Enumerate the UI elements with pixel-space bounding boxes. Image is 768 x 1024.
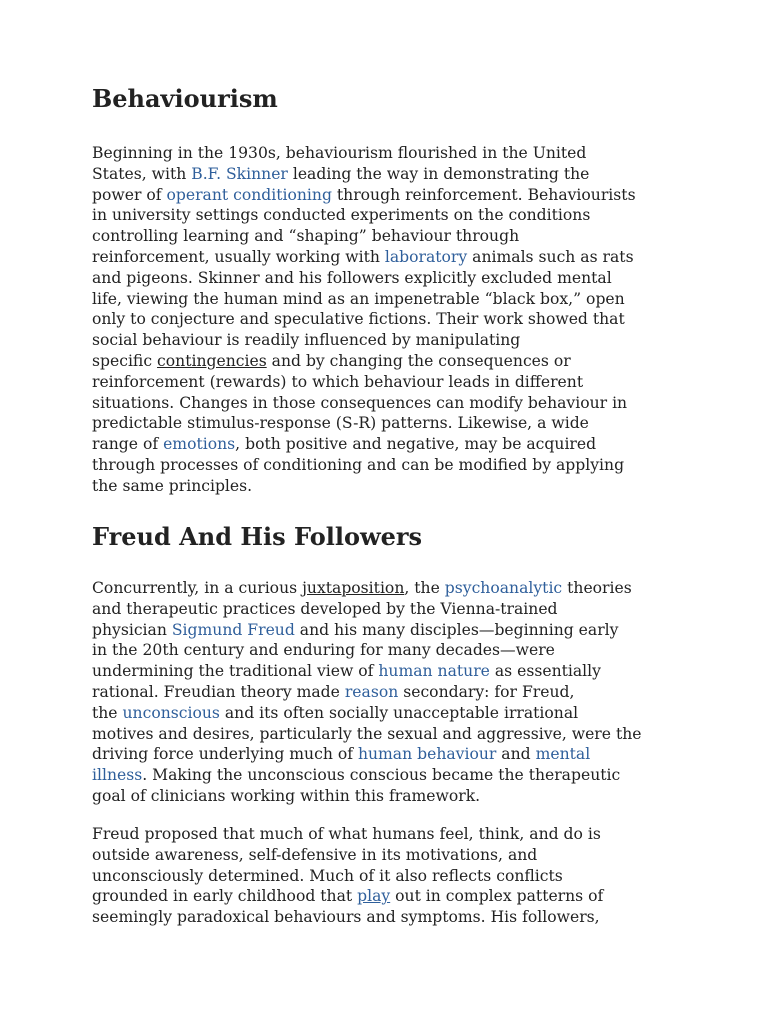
text-line [92, 724, 641, 745]
text-run: outside awareness, self-defensive in its motivations, and [92, 845, 538, 864]
text-run: the same principles. [92, 476, 253, 495]
text-run: range of [92, 435, 164, 454]
text-run: through processes of conditioning and can be modified by applying [92, 455, 625, 474]
inline-link[interactable]: laboratory [384, 247, 468, 266]
text-run: seemingly paradoxical behaviours and symptoms. His followers, [92, 908, 600, 927]
text-line [92, 351, 636, 372]
inline-link[interactable]: human behaviour [357, 745, 497, 764]
text-line [92, 703, 641, 724]
text-run: reinforcement, usually working with [92, 247, 385, 266]
inline-link[interactable]: operant conditioning [166, 185, 332, 204]
text-run: theories [562, 579, 632, 597]
inline-link[interactable]: reason [344, 682, 399, 701]
text-run: Beginning in the 1930s, behaviourism flourished in the United [92, 144, 587, 162]
text-run: in the 20th century and enduring for many decades—were [92, 641, 555, 660]
text-line [92, 226, 636, 247]
text-line [92, 661, 641, 682]
text-run: States, with [92, 164, 192, 183]
text-run: social behaviour is readily influenced by manipulating [92, 331, 521, 350]
paragraph-behaviourism [92, 143, 636, 497]
text-line [92, 845, 603, 866]
text-run: life, viewing the human mind as an impenetrable “black box,” open [92, 289, 625, 308]
text-run: Freud proposed that much of what humans feel, think, and do is [92, 825, 601, 843]
text-run: out in complex patterns of [390, 887, 604, 906]
text-line [92, 886, 603, 907]
text-run: grounded in early childhood that [92, 887, 358, 906]
underlined-term-link[interactable]: juxtaposition [302, 579, 405, 597]
text-run: specific [92, 351, 158, 370]
text-line [92, 393, 636, 414]
text-line [92, 185, 636, 206]
text-line [92, 164, 636, 185]
text-run: and pigeons. Skinner and his followers explicitly excluded mental [92, 268, 612, 287]
text-run: driving force underlying much of [92, 745, 358, 764]
text-run: motives and desires, particularly the sexual and aggressive, were the [92, 724, 642, 743]
text-line [92, 372, 636, 393]
text-line [92, 309, 636, 330]
text-run: and his many disciples—beginning early [294, 620, 619, 639]
text-line [92, 907, 603, 928]
text-line [92, 682, 641, 703]
text-run: through reinforcement. Behaviourists [331, 185, 636, 204]
text-run: physician [92, 620, 172, 639]
text-run: situations. Changes in those consequences can modify behaviour in [92, 393, 628, 412]
section-heading-freud: Freud And His Followers [92, 522, 423, 551]
text-line [92, 455, 636, 476]
text-run: , the [404, 579, 445, 597]
inline-link[interactable]: unconscious [122, 703, 220, 722]
text-run: power of [92, 185, 167, 204]
text-line [92, 578, 641, 599]
inline-link[interactable]: illness [92, 766, 143, 785]
text-run: reinforcement (rewards) to which behaviour leads in different [92, 372, 584, 391]
text-run: secondary: for Freud, [398, 682, 575, 701]
text-line [92, 205, 636, 226]
inline-link[interactable]: Sigmund Freud [171, 620, 295, 639]
inline-link[interactable]: B.F. Skinner [191, 164, 288, 183]
text-run: Concurrently, in a curious [92, 579, 303, 597]
underlined-inline-link[interactable]: play [357, 887, 391, 906]
text-line [92, 640, 641, 661]
text-run: animals such as rats [467, 247, 634, 266]
text-run: . Making the unconscious conscious became the therapeutic [142, 766, 621, 785]
text-line [92, 824, 603, 845]
text-line [92, 289, 636, 310]
text-run: only to conjecture and speculative fictions. Their work showed that [92, 310, 625, 329]
text-line [92, 268, 636, 289]
text-run: and [496, 745, 536, 764]
text-run: and by changing the consequences or [266, 351, 571, 370]
text-line [92, 744, 641, 765]
text-run: leading the way in demonstrating the [287, 164, 590, 183]
text-run: controlling learning and “shaping” behaviour through [92, 227, 520, 246]
text-line [92, 599, 641, 620]
text-run: as essentially [489, 662, 601, 681]
text-line [92, 620, 641, 641]
text-line [92, 247, 636, 268]
text-line [92, 143, 636, 164]
paragraph-freud-1 [92, 578, 641, 807]
text-run: goal of clinicians working within this framework. [92, 786, 481, 805]
text-run: the [92, 703, 123, 722]
text-run: undermining the traditional view of [92, 662, 379, 681]
text-run: in university settings conducted experiments on the conditions [92, 206, 591, 225]
text-line [92, 434, 636, 455]
text-run: predictable stimulus-response (S-R) patterns. Likewise, a wide [92, 414, 589, 433]
text-run: unconsciously determined. Much of it also reflects conflicts [92, 866, 563, 885]
text-line [92, 413, 636, 434]
text-run: , both positive and negative, may be acquired [235, 435, 597, 454]
paragraph-freud-2 [92, 824, 603, 928]
text-run: rational. Freudian theory made [92, 682, 345, 701]
text-line [92, 786, 641, 807]
inline-link[interactable]: mental [535, 745, 591, 764]
text-run: and its often socially unacceptable irrational [219, 703, 579, 722]
inline-link[interactable]: emotions [163, 435, 236, 454]
underlined-term-link[interactable]: contingencies [157, 351, 267, 370]
inline-link[interactable]: psychoanalytic [444, 579, 563, 597]
text-line [92, 330, 636, 351]
inline-link[interactable]: human nature [378, 662, 490, 681]
section-heading-behaviourism: Behaviourism [92, 84, 278, 113]
text-run: and therapeutic practices developed by the Vienna-trained [92, 599, 558, 618]
text-line [92, 866, 603, 887]
text-line [92, 476, 636, 497]
text-line [92, 765, 641, 786]
